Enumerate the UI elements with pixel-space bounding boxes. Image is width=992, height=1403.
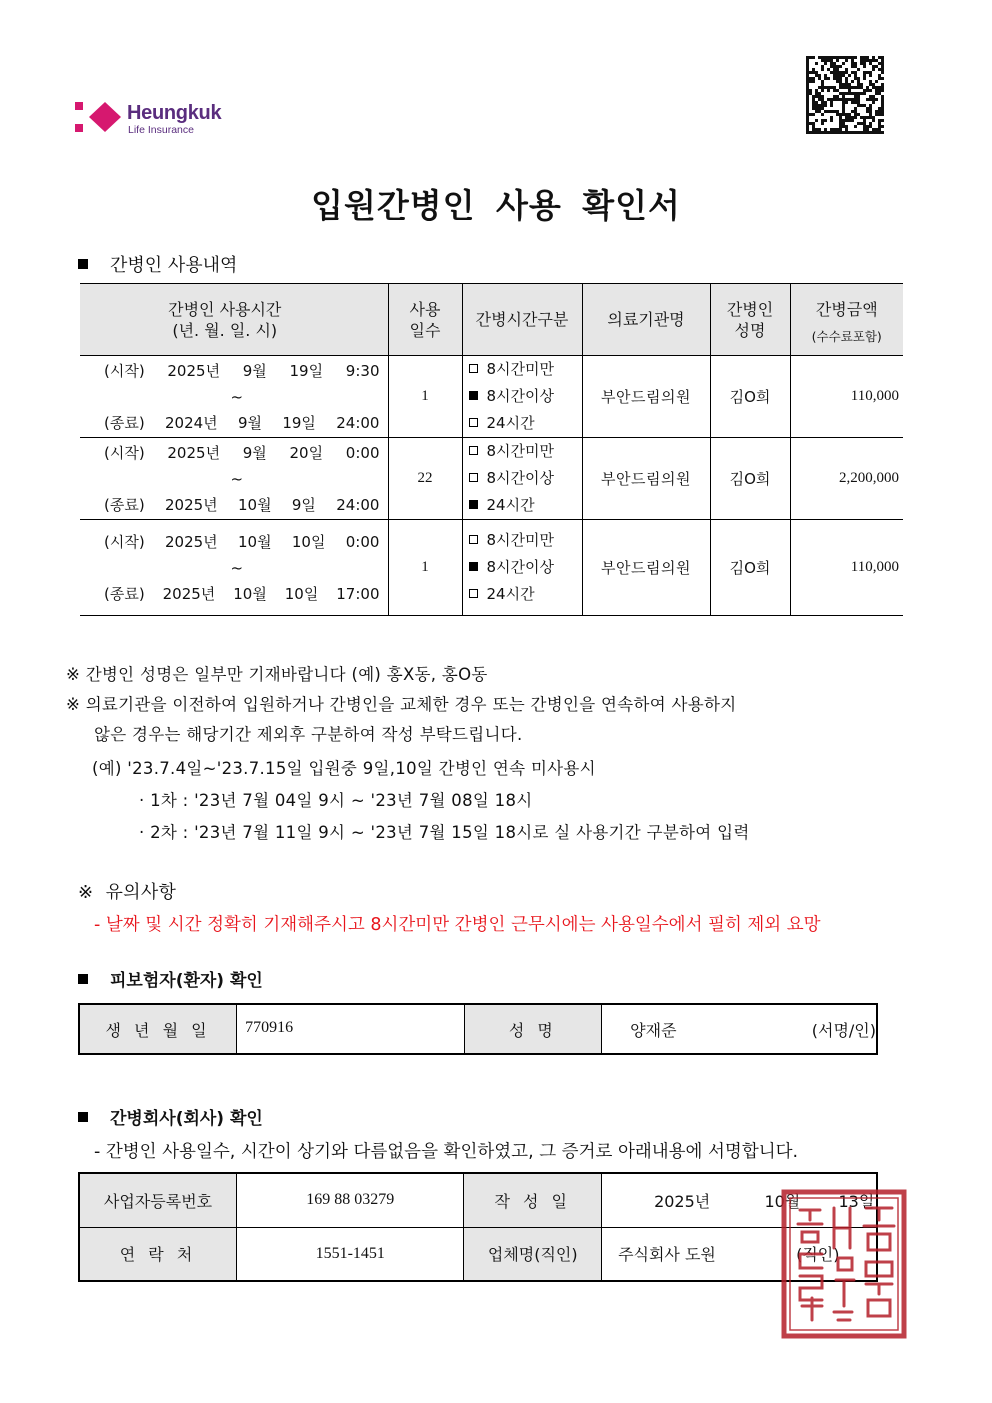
- name-cell: [602, 1004, 877, 1054]
- contact-value: 1551-1451: [237, 1227, 464, 1281]
- time-end: (종료) 2025년 10월 9일 24:00: [104, 495, 380, 514]
- usage-row: [80, 356, 903, 438]
- header-hospital: 의료기관명: [582, 284, 710, 356]
- patient-table: [78, 1003, 878, 1055]
- reg-label: 사업자등록번호: [79, 1173, 237, 1227]
- usage-time-cell: (시작) 2025년 9월 19일 9:30 ~ (종료) 2024년 9월 19일 24:00: [80, 356, 388, 438]
- qr-code-icon: [806, 56, 884, 134]
- birth-label: 생 년 월 일: [79, 1004, 237, 1054]
- document-title: 입원간병인 사용 확인서: [311, 186, 681, 225]
- name-value: 양재준: [630, 1020, 677, 1040]
- square-bullet-icon: [78, 1112, 88, 1122]
- usage-header-row: [80, 284, 903, 356]
- date-day: 13일: [838, 1191, 875, 1211]
- checked-box-icon[interactable]: [469, 500, 478, 509]
- time-end: (종료) 2025년 10월 10일 17:00: [104, 584, 380, 603]
- date-month: 10월: [764, 1191, 801, 1211]
- time-end: (종료) 2024년 9월 19일 24:00: [104, 413, 380, 432]
- square-bullet-icon: [78, 259, 88, 269]
- usage-days: 1: [388, 356, 462, 438]
- usage-time-cell: (시작) 2025년 9월 20일 0:00 ~ (종료) 2025년 10월 9일 24:00: [80, 438, 388, 520]
- heungkuk-logo: [75, 100, 245, 140]
- time-category-option[interactable]: 24시간: [463, 410, 582, 437]
- note-2-continued: 않은 경우는 해당기간 제외후 구분하여 작성 부탁드립니다.: [94, 725, 523, 744]
- checkbox-icon[interactable]: [469, 535, 478, 544]
- usage-days: 22: [388, 438, 462, 520]
- time-start: (시작) 2025년 9월 19일 9:30: [104, 361, 380, 380]
- usage-nurse: 김O희: [710, 438, 790, 520]
- checked-box-icon[interactable]: [469, 562, 478, 571]
- usage-amount: 2,200,000: [790, 438, 903, 520]
- logo-name: Heungkuk: [127, 102, 222, 124]
- patient-section-heading: [78, 966, 263, 991]
- time-category-option[interactable]: 24시간: [463, 581, 582, 608]
- company-heading-text: 간병회사(회사) 확인: [110, 1109, 263, 1129]
- logo-subtitle: Life Insurance: [128, 124, 194, 136]
- usage-time-cell: (시작) 2025년 10월 10일 0:00 ~ (종료) 2025년 10월 10일 17:00: [80, 520, 388, 616]
- header-amount: 간병금액 (수수료포함): [790, 284, 903, 356]
- note-1: ※ 간병인 성명은 일부만 기재바랍니다 (예) 홍X동, 홍O동: [66, 665, 488, 684]
- square-bullet-icon: [78, 974, 88, 984]
- usage-nurse: 김O희: [710, 520, 790, 616]
- time-category-option[interactable]: 8시간미만: [463, 527, 582, 554]
- usage-category: [462, 356, 582, 438]
- checkbox-icon[interactable]: [469, 446, 478, 455]
- usage-amount: 110,000: [790, 356, 903, 438]
- header-days: 사용 일수: [388, 284, 462, 356]
- checked-box-icon[interactable]: [469, 391, 478, 400]
- time-start: (시작) 2025년 9월 20일 0:00: [104, 443, 380, 462]
- time-category-option[interactable]: 8시간이상: [463, 383, 582, 410]
- usage-table: [80, 283, 903, 616]
- usage-row: [80, 438, 903, 520]
- company-section-heading: [78, 1104, 263, 1129]
- header-category: 간병시간구분: [462, 284, 582, 356]
- caution-text: - 날짜 및 시간 정확히 기재해주시고 8시간미만 간병인 근무시에는 사용일수에서 필히 제외 요망: [94, 915, 821, 935]
- usage-hospital: 부안드림의원: [582, 520, 710, 616]
- logo-mark-icon: [75, 100, 125, 140]
- note-2: ※ 의료기관을 이전하여 입원하거나 간병인을 교체한 경우 또는 간병인을 연속하여 사용하지: [66, 695, 737, 714]
- note-example-2: · 2차 : '23년 7월 11일 9시 ~ '23년 7월 15일 18시로 실 사용기간 구분하여 입력: [139, 823, 750, 842]
- birth-value: 770916: [237, 1004, 464, 1054]
- caution-heading: ※ 유의사항: [78, 882, 177, 903]
- usage-hospital: 부안드림의원: [582, 356, 710, 438]
- usage-days: 1: [388, 520, 462, 616]
- checkbox-icon[interactable]: [469, 589, 478, 598]
- header-nurse: 간병인 성명: [710, 284, 790, 356]
- usage-amount: 110,000: [790, 520, 903, 616]
- company-seal-stamp: [780, 1188, 908, 1340]
- time-category-option[interactable]: 8시간이상: [463, 554, 582, 581]
- usage-heading-text: 간병인 사용내역: [110, 255, 238, 276]
- time-category-option[interactable]: 8시간미만: [463, 356, 582, 383]
- usage-category: [462, 520, 582, 616]
- contact-label: 연 락 처: [79, 1227, 237, 1281]
- checkbox-icon[interactable]: [469, 473, 478, 482]
- usage-hospital: 부안드림의원: [582, 438, 710, 520]
- checkbox-icon[interactable]: [469, 418, 478, 427]
- reg-value: 169 88 03279: [237, 1173, 464, 1227]
- company-value: 주식회사 도원: [618, 1245, 716, 1265]
- patient-heading-text: 피보험자(환자) 확인: [110, 971, 263, 991]
- name-label: 성 명: [464, 1004, 602, 1054]
- date-label: 작 성 일: [464, 1173, 602, 1227]
- time-category-option[interactable]: 24시간: [463, 492, 582, 519]
- header-time: 간병인 사용시간 (년. 월. 일. 시): [80, 284, 388, 356]
- note-example-1: · 1차 : '23년 7월 04일 9시 ~ '23년 7월 08일 18시: [139, 791, 533, 810]
- date-year: 2025년: [654, 1191, 711, 1211]
- time-start: (시작) 2025년 10월 10일 0:00: [104, 532, 380, 551]
- company-statement: - 간병인 사용일수, 시간이 상기와 다름없음을 확인하였고, 그 증거로 아래내용에 서명합니다.: [94, 1142, 799, 1162]
- sign-label: (서명/인): [811, 1020, 876, 1040]
- usage-row: [80, 520, 903, 616]
- usage-section-heading: [78, 251, 237, 277]
- usage-nurse: 김O희: [710, 356, 790, 438]
- company-label: 업체명(직인): [464, 1227, 602, 1281]
- checkbox-icon[interactable]: [469, 364, 478, 373]
- time-category-option[interactable]: 8시간미만: [463, 438, 582, 465]
- company-table: [78, 1172, 878, 1282]
- usage-category: [462, 438, 582, 520]
- seal-label: (직인): [796, 1245, 840, 1265]
- note-example: (예) '23.7.4일~'23.7.15일 입원중 9일,10일 간병인 연속 미사용시: [92, 759, 596, 778]
- time-category-option[interactable]: 8시간이상: [463, 465, 582, 492]
